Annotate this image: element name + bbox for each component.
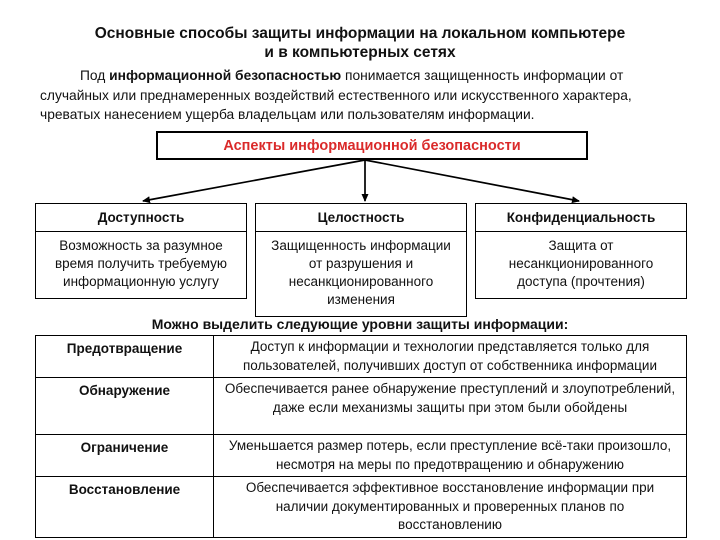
intro-line1-bold-term: информационной безопасностью [109,68,342,83]
page-title-line2: и в компьютерных сетях [264,44,456,61]
level-term: Восстановление [36,477,214,537]
level-description: Обеспечивается эффективное восстановление информации при наличии документированных и проверенных планов по восстановлению [245,480,655,532]
table-row-prevention [36,336,686,378]
aspect-box-availability [35,203,247,299]
level-description: Обеспечивается ранее обнаружение преступлений и злоупотреблений, даже если механизмы защиты при этом были обойдены [224,381,676,415]
aspects-arrows [0,158,720,206]
aspect-description: Защищенность информации от разрушения и несанкционированного изменения [271,238,451,307]
intro-paragraph [40,66,688,125]
aspect-title: Целостность [256,204,466,232]
table-row-limitation [36,435,686,477]
aspect-description: Возможность за разумное время получить требуемую информационную услугу [54,238,228,289]
table-row-recovery [36,477,686,537]
level-term: Обнаружение [36,378,214,434]
level-description: Доступ к информации и технологии представляется только для пользователей, получивших доступ от собственника информации [242,339,657,373]
intro-line-1 [40,66,688,86]
aspects-header-box [156,131,588,160]
intro-line-3: чреватых нанесением ущерба владельцам или пользователям информации. [40,107,535,122]
intro-line1-prefix: Под [80,68,110,83]
intro-line-2: случайных или преднамеренных воздействий естественного или искусственного характера, [40,87,632,103]
levels-table [35,335,687,538]
arrow-right-icon [365,160,579,201]
page-title [0,24,720,62]
aspect-box-integrity [255,203,467,317]
level-term: Ограничение [36,435,214,476]
aspect-title: Доступность [36,204,246,232]
aspect-title: Конфиденциальность [476,204,686,232]
page-title-line1: Основные способы защиты информации на локальном компьютере [94,25,626,42]
levels-heading: Можно выделить следующие уровни защиты информации: [151,316,569,332]
table-row-detection [36,378,686,435]
arrow-left-icon [143,160,365,201]
level-term: Предотвращение [36,336,214,377]
aspect-description: Защита от несанкционированного доступа (прочтения) [508,238,654,289]
aspects-header-label: Аспекты информационной безопасности [223,137,521,154]
level-description: Уменьшается размер потерь, если преступление всё-таки произошло, несмотря на меры по предотвращению и обнаружению [228,438,672,472]
aspect-box-confidentiality [475,203,687,299]
intro-line1-rest: понимается защищенность информации от [341,68,624,83]
